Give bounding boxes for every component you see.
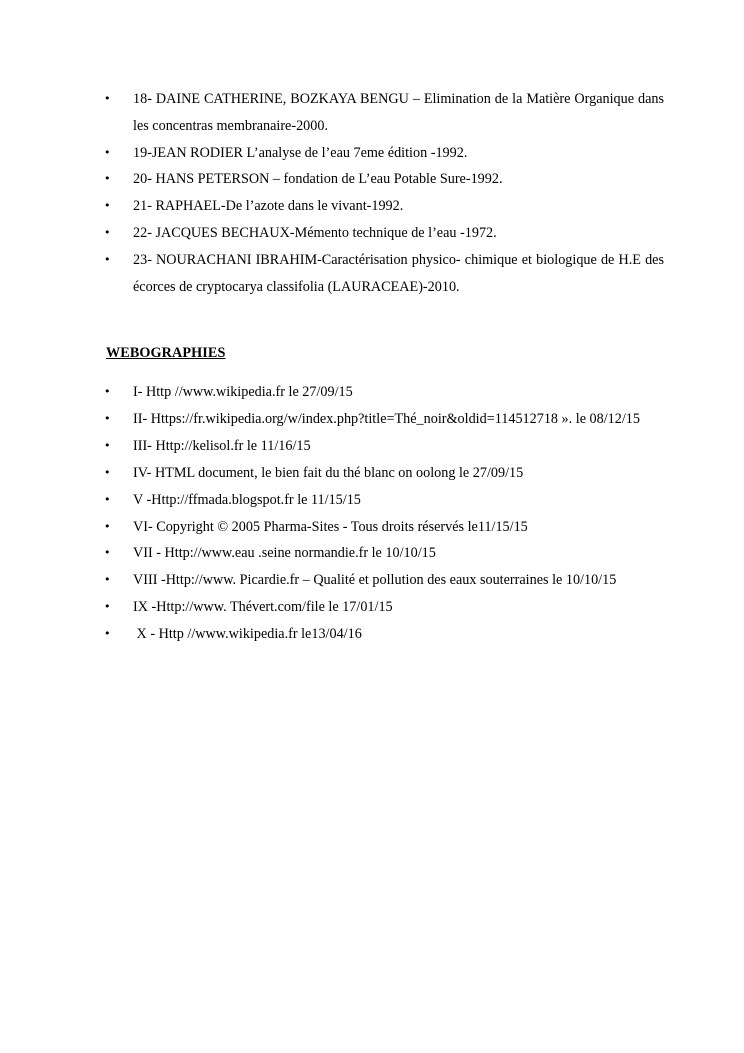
webography-text: VIII -Http://www. Picardie.fr – Qualité et pollution des eaux souterraines le 10/10/15 (133, 572, 617, 589)
webographies-heading: WEBOGRAPHIES (106, 345, 226, 361)
reference-item (104, 193, 664, 220)
webography-text: V -Http://ffmada.blogspot.fr le 11/15/15 (133, 491, 361, 508)
reference-text: 18- DAINE CATHERINE, BOZKAYA BENGU – Elimination de la Matière Organique dans les concentras membranaire-2000. (133, 91, 664, 134)
webography-text: III- Http://kelisol.fr le 11/16/15 (133, 437, 311, 454)
reference-item (104, 166, 664, 193)
reference-item (104, 220, 664, 247)
webography-item (104, 487, 664, 514)
bullet-icon: • (104, 600, 111, 614)
bullet-icon: • (104, 438, 111, 452)
reference-item (104, 140, 664, 167)
webography-item (104, 379, 664, 406)
reference-text: 20- HANS PETERSON – fondation de L’eau Potable Sure-1992. (133, 171, 503, 188)
webography-item (104, 594, 664, 621)
webography-text: IV- HTML document, le bien fait du thé blanc on oolong le 27/09/15 (133, 464, 524, 481)
bullet-icon: • (104, 573, 111, 587)
webography-item (104, 433, 664, 460)
webography-item (104, 567, 664, 594)
webography-item (104, 540, 664, 567)
reference-item (104, 86, 664, 140)
webography-item (104, 406, 664, 433)
bullet-icon: • (104, 627, 111, 641)
webography-item (104, 621, 664, 648)
bullet-icon: • (104, 145, 111, 159)
reference-text: 22- JACQUES BECHAUX-Mémento technique de l’eau -1972. (133, 224, 497, 241)
bullet-icon: • (104, 225, 111, 239)
webography-text: I- Http //www.wikipedia.fr le 27/09/15 (133, 384, 353, 400)
bullet-icon: • (104, 92, 111, 105)
bullet-icon: • (104, 492, 111, 506)
webography-text: X - Http //www.wikipedia.fr le13/04/16 (133, 626, 362, 643)
webography-text: VI- Copyright © 2005 Pharma-Sites - Tous droits réservés le11/15/15 (133, 518, 528, 535)
reference-item (104, 247, 664, 301)
bullet-icon: • (104, 252, 111, 266)
bullet-icon: • (104, 385, 111, 398)
webography-text: II- Https://fr.wikipedia.org/w/index.php?title=Thé_noir&oldid=114512718 ». le 08/12/15 (133, 410, 640, 427)
bullet-icon: • (104, 199, 111, 213)
webographies-list (104, 379, 664, 648)
reference-text: 23- NOURACHANI IBRAHIM-Caractérisation physico- chimique et biologique de H.E des écorces de cryptocarya classifolia (LAURACEAE)-2010. (133, 251, 664, 295)
webography-text: IX -Http://www. Thévert.com/file le 17/01/15 (133, 599, 393, 616)
bullet-icon: • (104, 546, 111, 560)
bullet-icon: • (104, 411, 111, 425)
references-list (104, 86, 664, 300)
reference-text: 19-JEAN RODIER L’analyse de l’eau 7eme édition -1992. (133, 144, 468, 161)
webography-item (104, 514, 664, 541)
webography-text: VII - Http://www.eau .seine normandie.fr le 10/10/15 (133, 545, 436, 562)
bullet-icon: • (104, 519, 111, 533)
reference-text: 21- RAPHAEL-De l’azote dans le vivant-1992. (133, 198, 404, 215)
bullet-icon: • (104, 172, 111, 186)
webography-item (104, 460, 664, 487)
bullet-icon: • (104, 465, 111, 479)
